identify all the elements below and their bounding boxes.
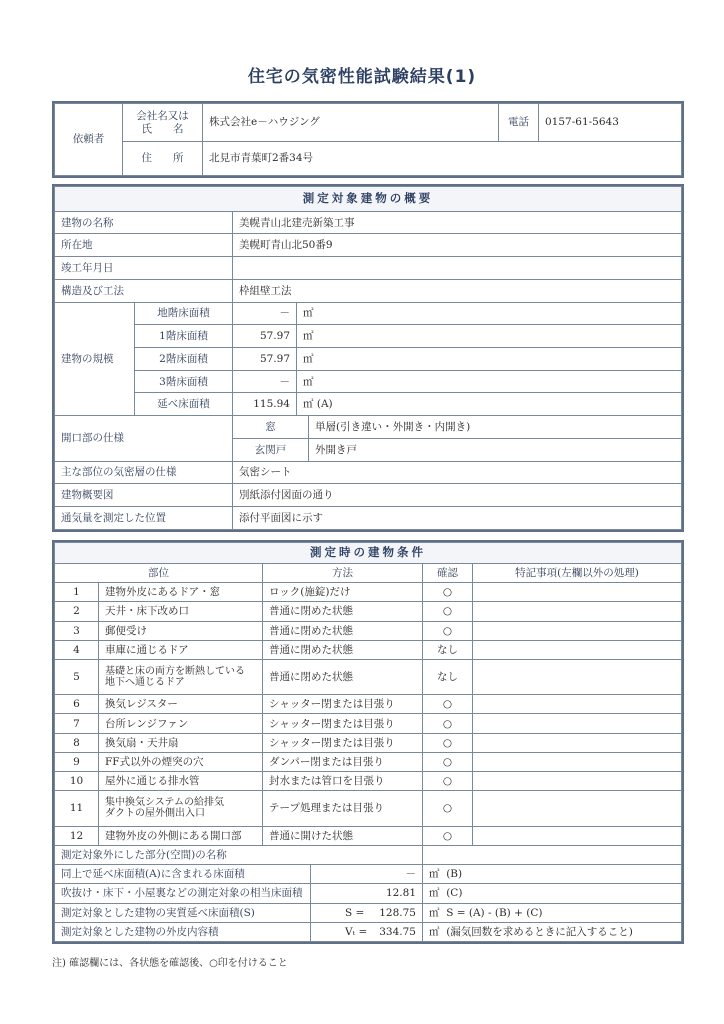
row-number: 8 bbox=[55, 733, 99, 752]
address-label: 住 所 bbox=[123, 142, 203, 176]
condition-row bbox=[55, 772, 682, 791]
area-unit: ㎡ bbox=[303, 375, 314, 388]
summary-value: － bbox=[405, 868, 416, 881]
part-cell bbox=[99, 826, 263, 845]
condition-rows bbox=[55, 583, 682, 846]
excluded-value bbox=[423, 845, 682, 864]
row-number: 11 bbox=[55, 791, 99, 826]
summary-row bbox=[55, 922, 682, 941]
part-cell bbox=[99, 695, 263, 714]
condition-row bbox=[55, 602, 682, 621]
part-cell bbox=[99, 583, 263, 602]
building-name-value: 美幌青山北建売新築工事 bbox=[233, 211, 682, 234]
summary-unit: ㎡ bbox=[429, 868, 440, 881]
part-text-2: 地下へ通じるドア bbox=[105, 677, 185, 689]
address-value: 北見市青葉町2番34号 bbox=[203, 142, 682, 176]
part-text: 基礎と床の両方を断熱している bbox=[105, 665, 245, 677]
summary-row bbox=[55, 884, 682, 903]
summary-unit: ㎡ bbox=[429, 906, 440, 919]
condition-row bbox=[55, 583, 682, 602]
summary-value: 12.81 bbox=[385, 887, 416, 900]
part-text: 屋外に通じる排水管 bbox=[105, 775, 200, 788]
method-cell: 普通に閉めた状態 bbox=[263, 621, 423, 640]
part-text: FF式以外の煙突の穴 bbox=[105, 755, 204, 768]
note-cell bbox=[473, 826, 682, 845]
summary-note: (B) bbox=[446, 868, 463, 881]
note-cell bbox=[473, 695, 682, 714]
part-text: 台所レンジファン bbox=[105, 717, 189, 730]
check-cell: ○ bbox=[423, 733, 473, 752]
summary-label: 同上で延べ床面積(A)に含まれる床面積 bbox=[55, 865, 311, 884]
summary-prefix: S = bbox=[345, 906, 365, 919]
check-cell: ○ bbox=[423, 714, 473, 733]
part-cell bbox=[99, 602, 263, 621]
area-label: 2階床面積 bbox=[135, 348, 233, 371]
area-unit-cell bbox=[297, 302, 682, 325]
client-name-label bbox=[123, 104, 203, 142]
area-value: 57.97 bbox=[233, 325, 297, 348]
summary-unit: ㎥ bbox=[429, 925, 440, 938]
summary-value-cell bbox=[311, 903, 423, 922]
method-cell: 封水または管口を目張り bbox=[263, 772, 423, 791]
client-name-label-line1: 会社名又は bbox=[136, 110, 189, 123]
part-cell bbox=[99, 659, 263, 694]
condition-row bbox=[55, 695, 682, 714]
area-note: (A) bbox=[316, 398, 333, 411]
col-check: 確認 bbox=[423, 563, 473, 582]
condition-row bbox=[55, 621, 682, 640]
row-number: 4 bbox=[55, 640, 99, 659]
summary-rows bbox=[55, 865, 682, 942]
summary-value: 128.75 bbox=[379, 906, 416, 919]
client-name-label-line2: 氏 名 bbox=[141, 122, 184, 135]
summary-note: S = (A) - (B) + (C) bbox=[446, 906, 543, 919]
check-cell: ○ bbox=[423, 602, 473, 621]
summary-label: 吹抜け・床下・小屋裏などの測定対象の相当床面積 bbox=[55, 884, 311, 903]
row-number: 9 bbox=[55, 752, 99, 771]
check-cell: ○ bbox=[423, 621, 473, 640]
part-cell bbox=[99, 772, 263, 791]
method-cell: ダンパー閉または目張り bbox=[263, 752, 423, 771]
row-number: 6 bbox=[55, 695, 99, 714]
summary-label: 測定対象とした建物の実質延べ床面積(S) bbox=[55, 903, 311, 922]
part-text: 換気扇・天井扇 bbox=[105, 736, 179, 749]
part-text: 郵便受け bbox=[105, 624, 147, 637]
overview-heading: 測定対象建物の概要 bbox=[55, 187, 682, 212]
airtight-layer-label: 主な部位の気密層の仕様 bbox=[55, 461, 233, 484]
window-label: 窓 bbox=[233, 416, 309, 439]
door-label: 玄関戸 bbox=[233, 438, 309, 461]
check-cell: ○ bbox=[423, 772, 473, 791]
outline-drawing-label: 建物概要図 bbox=[55, 484, 233, 507]
part-text: 換気レジスター bbox=[105, 698, 178, 711]
part-text: 集中換気システムの給排気 bbox=[105, 796, 224, 808]
method-cell: シャッター閉または目張り bbox=[263, 714, 423, 733]
summary-value: 334.75 bbox=[379, 925, 416, 938]
area-unit: ㎡ bbox=[303, 330, 314, 343]
airtight-layer-value: 気密シート bbox=[233, 461, 682, 484]
col-method: 方法 bbox=[263, 563, 423, 582]
measure-position-label: 通気量を測定した位置 bbox=[55, 507, 233, 530]
summary-row bbox=[55, 903, 682, 922]
summary-label: 測定対象とした建物の外皮内容積 bbox=[55, 922, 311, 941]
part-text: 車庫に通じるドア bbox=[105, 643, 189, 656]
note-cell bbox=[473, 791, 682, 826]
note-cell bbox=[473, 640, 682, 659]
method-cell: シャッター閉または目張り bbox=[263, 733, 423, 752]
part-cell bbox=[99, 733, 263, 752]
location-value: 美幌町青山北50番9 bbox=[233, 234, 682, 257]
condition-row bbox=[55, 640, 682, 659]
check-cell: なし bbox=[423, 640, 473, 659]
page-title: 住宅の気密性能試験結果(1) bbox=[247, 67, 477, 87]
part-cell bbox=[99, 640, 263, 659]
note-cell bbox=[473, 659, 682, 694]
scale-label: 建物の規模 bbox=[55, 302, 135, 416]
col-note: 特記事項(左欄以外の処理) bbox=[473, 563, 682, 582]
completion-date-label: 竣工年月日 bbox=[55, 257, 233, 280]
summary-value-cell bbox=[311, 884, 423, 903]
tel-label: 電話 bbox=[499, 104, 539, 142]
structure-value: 枠組壁工法 bbox=[233, 279, 682, 302]
condition-row bbox=[55, 714, 682, 733]
condition-row bbox=[55, 826, 682, 845]
conditions-table bbox=[54, 542, 682, 942]
summary-value-cell bbox=[311, 922, 423, 941]
measure-position-value: 添付平面図に示す bbox=[233, 507, 682, 530]
method-cell: ロック(施錠)だけ bbox=[263, 583, 423, 602]
part-text: 建物外皮の外側にある開口部 bbox=[105, 829, 242, 842]
row-number: 3 bbox=[55, 621, 99, 640]
check-cell: ○ bbox=[423, 826, 473, 845]
tel-value: 0157-61-5643 bbox=[539, 104, 682, 142]
check-cell: ○ bbox=[423, 752, 473, 771]
note-cell bbox=[473, 733, 682, 752]
note-cell bbox=[473, 772, 682, 791]
area-label: 延べ床面積 bbox=[135, 393, 233, 416]
excluded-label: 測定対象外にした部分(空間)の名称 bbox=[55, 845, 423, 864]
area-unit-cell bbox=[297, 370, 682, 393]
area-value: 115.94 bbox=[233, 393, 297, 416]
overview-table bbox=[54, 186, 682, 530]
area-unit: ㎡ bbox=[303, 307, 314, 320]
note-cell bbox=[473, 714, 682, 733]
area-value: － bbox=[233, 370, 297, 393]
note-cell bbox=[473, 752, 682, 771]
method-cell: 普通に閉めた状態 bbox=[263, 659, 423, 694]
summary-unit-cell bbox=[423, 865, 682, 884]
part-cell bbox=[99, 752, 263, 771]
opening-label: 開口部の仕様 bbox=[55, 416, 233, 461]
part-cell bbox=[99, 791, 263, 826]
row-number: 7 bbox=[55, 714, 99, 733]
method-cell: テープ処理または目張り bbox=[263, 791, 423, 826]
note-cell bbox=[473, 583, 682, 602]
summary-note: (C) bbox=[446, 887, 463, 900]
summary-unit: ㎡ bbox=[429, 887, 440, 900]
conditions-heading: 測定時の建物条件 bbox=[55, 543, 682, 564]
completion-date-value bbox=[233, 257, 682, 280]
window-value: 単層(引き違い・外開き・内開き) bbox=[309, 416, 682, 439]
summary-note: (漏気回数を求めるときに記入すること) bbox=[446, 925, 633, 938]
client-table bbox=[54, 103, 682, 176]
part-text-2: ダクトの屋外側出入口 bbox=[105, 808, 205, 820]
part-cell bbox=[99, 621, 263, 640]
condition-row bbox=[55, 752, 682, 771]
area-label: 地階床面積 bbox=[135, 302, 233, 325]
part-text: 建物外皮にあるドア・窓 bbox=[105, 586, 221, 599]
area-unit-cell bbox=[297, 325, 682, 348]
condition-row bbox=[55, 791, 682, 826]
col-part: 部位 bbox=[55, 563, 263, 582]
row-number: 10 bbox=[55, 772, 99, 791]
overview-box bbox=[52, 184, 684, 532]
condition-row bbox=[55, 659, 682, 694]
area-label: 1階床面積 bbox=[135, 325, 233, 348]
check-cell: ○ bbox=[423, 791, 473, 826]
check-cell: なし bbox=[423, 659, 473, 694]
note-cell bbox=[473, 621, 682, 640]
client-section-label: 依頼者 bbox=[55, 104, 123, 176]
method-cell: 普通に開けた状態 bbox=[263, 826, 423, 845]
area-value: 57.97 bbox=[233, 348, 297, 371]
part-cell bbox=[99, 714, 263, 733]
area-label: 3階床面積 bbox=[135, 370, 233, 393]
structure-label: 構造及び工法 bbox=[55, 279, 233, 302]
conditions-box bbox=[52, 540, 684, 944]
row-number: 5 bbox=[55, 659, 99, 694]
check-cell: ○ bbox=[423, 583, 473, 602]
summary-unit-cell bbox=[423, 903, 682, 922]
client-box bbox=[52, 101, 684, 178]
method-cell: 普通に閉めた状態 bbox=[263, 640, 423, 659]
summary-unit-cell bbox=[423, 922, 682, 941]
summary-row bbox=[55, 865, 682, 884]
method-cell: シャッター閉または目張り bbox=[263, 695, 423, 714]
check-cell: ○ bbox=[423, 695, 473, 714]
building-name-label: 建物の名称 bbox=[55, 211, 233, 234]
footnote: 注) 確認欄には、各状態を確認後、○印を付けること bbox=[52, 958, 288, 969]
part-text: 天井・床下改め口 bbox=[105, 605, 189, 618]
area-unit-cell bbox=[297, 393, 682, 416]
condition-row bbox=[55, 733, 682, 752]
location-label: 所在地 bbox=[55, 234, 233, 257]
area-unit: ㎡ bbox=[303, 398, 314, 411]
summary-prefix: Vₜ = bbox=[345, 925, 368, 938]
summary-unit-cell bbox=[423, 884, 682, 903]
method-cell: 普通に閉めた状態 bbox=[263, 602, 423, 621]
outline-drawing-value: 別紙添付図面の通り bbox=[233, 484, 682, 507]
area-value: － bbox=[233, 302, 297, 325]
row-number: 1 bbox=[55, 583, 99, 602]
note-cell bbox=[473, 602, 682, 621]
row-number: 2 bbox=[55, 602, 99, 621]
row-number: 12 bbox=[55, 826, 99, 845]
client-name-value: 株式会社e－ハウジング bbox=[203, 104, 499, 142]
area-unit: ㎡ bbox=[303, 352, 314, 365]
area-unit-cell bbox=[297, 348, 682, 371]
summary-value-cell bbox=[311, 865, 423, 884]
door-value: 外開き戸 bbox=[309, 438, 682, 461]
